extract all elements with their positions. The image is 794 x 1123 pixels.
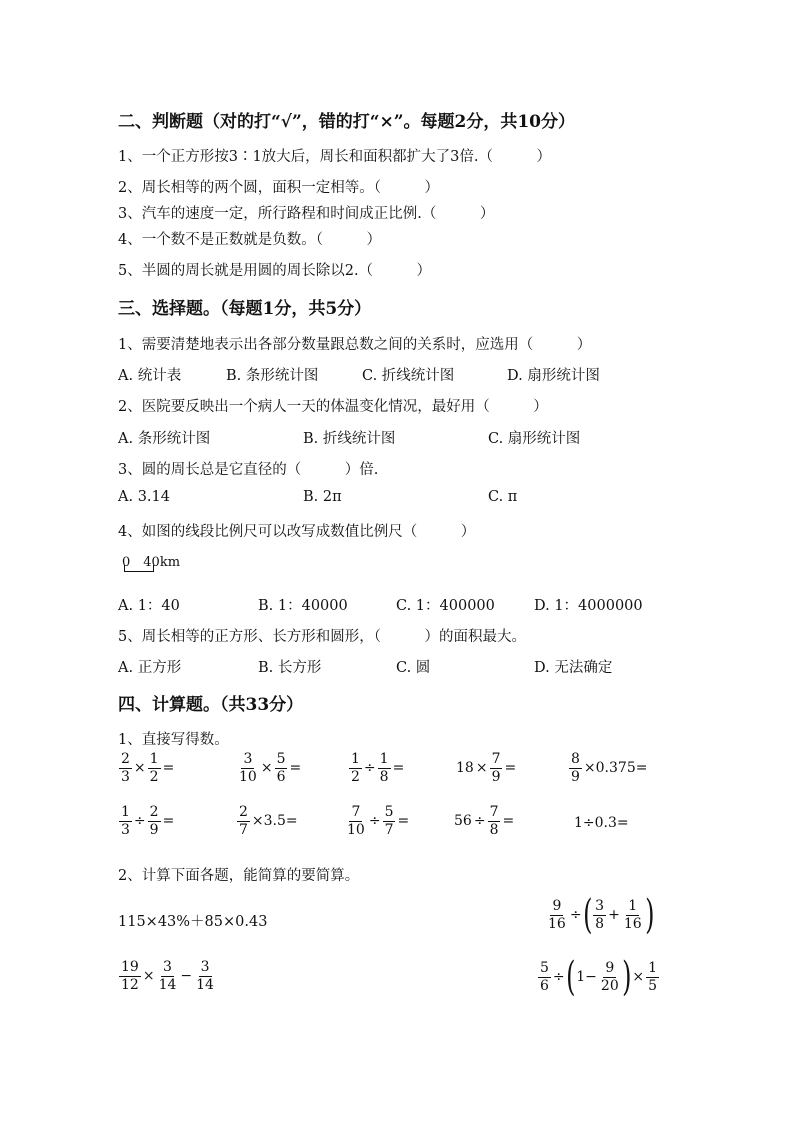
q3-option-b: B. 2π	[303, 489, 342, 505]
expr-r1-5: $\frac{8}{9}$ ×0.375=	[571, 751, 648, 785]
q2-option-c: C. 扇形统计图	[488, 431, 581, 447]
q4-option-a: A. 1：40	[118, 598, 180, 614]
q1-option-c: C. 折线统计图	[362, 368, 455, 384]
expr-r1-1: $\frac{2}{3}$ × $\frac{1}{2}$ =	[121, 751, 175, 785]
q3-option-a: A. 3.14	[118, 489, 170, 505]
calc-expr-3: $\frac{19}{12}$ × $\frac{3}{14}$ − $\frac{3}{14}$	[121, 959, 214, 993]
calc-expr-4: $\frac{5}{6}$ ÷ ( 1− $\frac{9}{20}$ ) × $\frac{1}{5}$	[540, 954, 657, 1000]
expr-r2-3: $\frac{7}{10}$ ÷ $\frac{5}{7}$ =	[347, 804, 410, 838]
calc-part-2-title: 2、计算下面各题，能简算的要简算。	[118, 868, 360, 884]
scale-bar-line	[124, 565, 154, 572]
calc-expr-1: 115×43%＋85×0.43	[118, 914, 268, 930]
q5-option-b: B. 长方形	[258, 660, 322, 676]
q3-option-c: C. π	[488, 489, 518, 505]
choice-q5: 5、周长相等的正方形、长方形和圆形，（ ）的面积最大。	[118, 629, 526, 645]
expr-r1-2: $\frac{3}{10}$ × $\frac{5}{6}$ =	[239, 751, 302, 785]
section-2-title: 二、判断题（对的打“√”，错的打“×”。每题2分，共10分）	[118, 112, 576, 132]
q2-option-b: B. 折线统计图	[303, 431, 396, 447]
q2-option-a: A. 条形统计图	[118, 431, 211, 447]
calc-expr-2: $\frac{9}{16}$ ÷ ( $\frac{3}{8}$ + $\frac{1}{16}$ )	[548, 892, 655, 938]
expr-r2-5: 1÷0.3=	[574, 815, 629, 831]
expr-r2-4: 56 ÷ $\frac{7}{8}$ =	[454, 804, 515, 838]
calc-part-1-title: 1、直接写得数。	[118, 732, 229, 748]
q1-option-b: B. 条形统计图	[226, 368, 319, 384]
choice-q1: 1、需要清楚地表示出各部分数量跟总数之间的关系时，应选用（ ）	[118, 337, 592, 353]
q4-option-b: B. 1：40000	[258, 598, 348, 614]
choice-q2: 2、医院要反映出一个病人一天的体温变化情况，最好用（ ）	[118, 399, 548, 415]
judge-item-4: 4、一个数不是正数就是负数。（ ）	[118, 232, 381, 248]
q5-option-d: D. 无法确定	[534, 660, 613, 676]
q1-option-a: A. 统计表	[118, 368, 182, 384]
judge-item-2: 2、周长相等的两个圆，面积一定相等。（ ）	[118, 180, 439, 196]
section-3-title: 三、选择题。（每题1分，共5分）	[118, 299, 372, 319]
section-4-title: 四、计算题。（共33分）	[118, 695, 304, 715]
expr-r2-2: $\frac{2}{7}$ ×3.5=	[239, 804, 298, 838]
q1-option-d: D. 扇形统计图	[507, 368, 600, 384]
expr-r1-3: $\frac{1}{2}$ ÷ $\frac{1}{8}$ =	[351, 751, 405, 785]
q4-option-c: C. 1：400000	[396, 598, 495, 614]
judge-item-5: 5、半圆的周长就是用圆的周长除以2.（ ）	[118, 263, 432, 279]
choice-q4: 4、如图的线段比例尺可以改写成数值比例尺（ ）	[118, 524, 476, 540]
expr-r2-1: $\frac{1}{3}$ ÷ $\frac{2}{9}$ =	[121, 804, 175, 838]
scale-bar-label: 0 40km	[122, 555, 181, 570]
choice-q3: 3、圆的周长总是它直径的（ ）倍.	[118, 462, 379, 478]
judge-item-3: 3、汽车的速度一定，所行路程和时间成正比例.（ ）	[118, 206, 495, 222]
q4-option-d: D. 1：4000000	[534, 598, 643, 614]
expr-r1-4: 18 × $\frac{7}{9}$ =	[456, 751, 517, 785]
judge-item-1: 1、一个正方形按3∶1放大后，周长和面积都扩大了3倍.（ ）	[118, 149, 552, 165]
q5-option-a: A. 正方形	[118, 660, 182, 676]
q5-option-c: C. 圆	[396, 660, 431, 676]
